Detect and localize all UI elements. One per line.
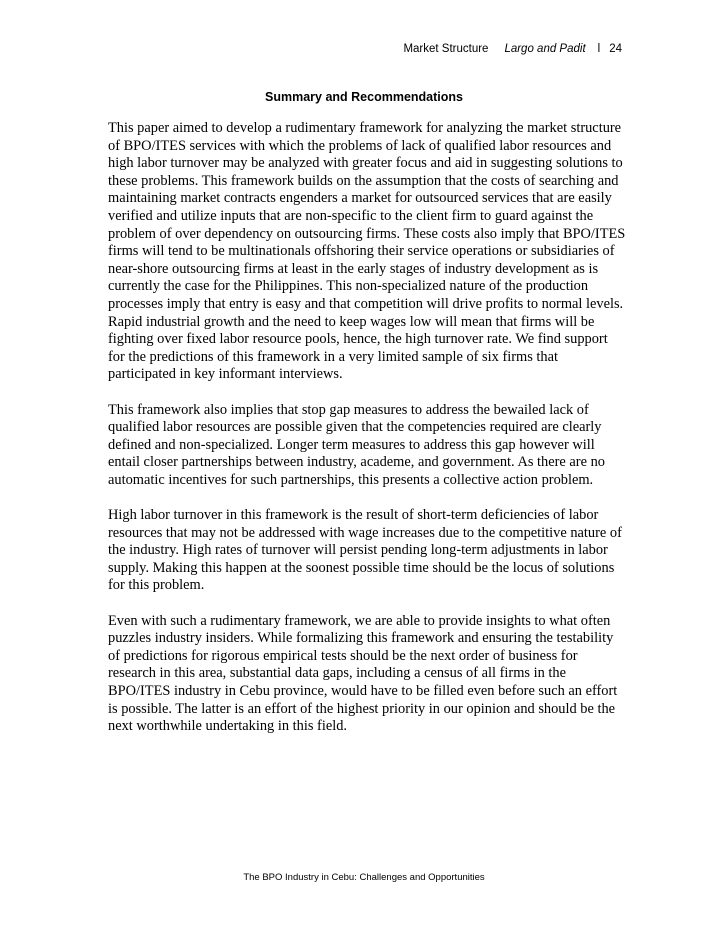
header-separator: l (597, 43, 601, 55)
paragraph: This framework also implies that stop gap measures to address the bewailed lack of qualified labor resources are possible given that the competencies required are clearly defined and non-specialized. Longer term measures to address this gap however will entail closer partnerships between industry, academe, and government. As there are no automatic incentives for such partnerships, this presents a collective action problem. (108, 401, 605, 488)
running-header (403, 43, 622, 55)
section-title: Summary and Recommendations (265, 90, 463, 104)
header-authors: Largo and Padit (504, 43, 586, 55)
page-number: 24 (609, 43, 622, 55)
paragraph: Even with such a rudimentary framework, we are able to provide insights to what often puzzles industry insiders. While formalizing this framework and ensuring the testability of predictions for rigorous empirical tests should be the next order of business for research in this area, substantial data gaps, including a census of all firms in the BPO/ITES industry in Cebu province, would have to be filled even before such an effort is possible. The latter is an effort of the highest priority in our opinion and should be the next worthwhile undertaking in this field. (108, 612, 618, 735)
paragraph: High labor turnover in this framework is the result of short-term deficiencies of labor resources that may not be addressed with wage increases due to the competitive nature of the industry. High rates of turnover will persist pending long-term adjustments in labor supply. Making this happen at the soonest possible time should be the locus of solutions for this problem. (108, 507, 622, 594)
paragraph: This paper aimed to develop a rudimentary framework for analyzing the market structure of BPO/ITES services with which the problems of lack of qualified labor resources and high labor turnover may be analyzed with greater focus and aid in suggesting solutions to these problems. This framework builds on the assumption that the costs of searching and maintaining market contracts engenders a market for outsourced services that are easily verified and utilize inputs that are non-specific to the client firm to guard against the problem of over dependency on outsourcing firms. These costs also imply that BPO/ITES firms will tend to be multinationals offshoring their service operations or subsidiaries of near-shore outsourcing firms at least in the early stages of industry development as is currently the case for the Philippines. This non-specialized nature of the production processes imply that entry is easy and that competition will drive profits to normal levels. Rapid industrial growth and the need to keep wages low will mean that firms will be fighting over fixed labor resource pools, hence, the high turnover rate. We find support for the predictions of this framework in a very limited sample of six firms that participated in key informant interviews. (108, 120, 626, 383)
body-text (108, 120, 626, 753)
header-section-title: Market Structure (403, 43, 489, 55)
running-footer: The BPO Industry in Cebu: Challenges and Opportunities (243, 872, 485, 883)
